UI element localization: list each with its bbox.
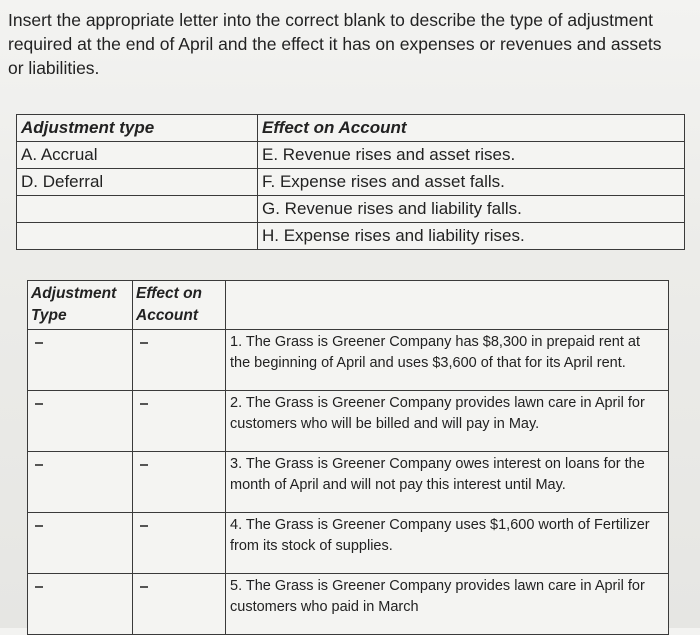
matching-row [28,452,669,513]
adjustment-type-value[interactable] [31,330,129,390]
adjustment-type-value[interactable] [31,574,129,634]
reference-table [16,114,685,250]
effect-value[interactable] [136,391,222,451]
matching-table [27,280,669,635]
adjustment-type-blank[interactable] [28,574,133,635]
transaction-description: 5. The Grass is Greener Company provides lawn care in April for customers who paid in March [226,574,669,635]
reference-row [17,142,685,169]
instructions-text: Insert the appropriate letter into the correct blank to describe the type of adjustment required at the end of April and the effect it has on expenses or revenues and assets or liabilities. [8,10,662,78]
adjustment-type-value[interactable] [31,452,129,512]
adjustment-type-blank[interactable] [28,513,133,574]
reference-row [17,223,685,250]
header-description [226,281,669,330]
matching-row [28,574,669,635]
transaction-description: 2. The Grass is Greener Company provides lawn care in April for customers who will be billed and will pay in May. [226,391,669,452]
adjustment-type-value[interactable] [31,513,129,573]
adjustment-type-blank[interactable] [28,391,133,452]
adjustment-type-blank[interactable] [28,330,133,391]
reference-effect-option: H. Expense rises and liability rises. [258,223,685,250]
reference-effect-option: F. Expense rises and asset falls. [258,169,685,196]
adjustment-type-blank[interactable] [28,452,133,513]
transaction-description: 4. The Grass is Greener Company uses $1,600 worth of Fertilizer from its stock of supplies. [226,513,669,574]
effect-blank[interactable] [133,513,226,574]
effect-value[interactable] [136,452,222,512]
reference-adjustment-option: A. Accrual [17,142,258,169]
reference-header-effect-on-account: Effect on Account [258,115,685,142]
effect-value[interactable] [136,330,222,390]
reference-effect-option: G. Revenue rises and liability falls. [258,196,685,223]
adjustment-type-value[interactable] [31,391,129,451]
matching-row [28,391,669,452]
effect-blank[interactable] [133,391,226,452]
header-effect-on-account: Effect on Account [133,281,226,330]
reference-adjustment-option: D. Deferral [17,169,258,196]
reference-adjustment-option [17,223,258,250]
effect-value[interactable] [136,574,222,634]
matching-header-row [28,281,669,330]
reference-header-adjustment-type: Adjustment type [17,115,258,142]
effect-blank[interactable] [133,574,226,635]
matching-row [28,330,669,391]
reference-row [17,169,685,196]
effect-value[interactable] [136,513,222,573]
effect-blank[interactable] [133,330,226,391]
matching-row [28,513,669,574]
effect-blank[interactable] [133,452,226,513]
reference-adjustment-option [17,196,258,223]
transaction-description: 3. The Grass is Greener Company owes interest on loans for the month of April and will not pay this interest until May. [226,452,669,513]
transaction-description: 1. The Grass is Greener Company has $8,300 in prepaid rent at the beginning of April and uses $3,600 of that for its April rent. [226,330,669,391]
reference-header-row [17,115,685,142]
reference-effect-option: E. Revenue rises and asset rises. [258,142,685,169]
reference-row [17,196,685,223]
header-adjustment-type: Adjustment Type [28,281,133,330]
